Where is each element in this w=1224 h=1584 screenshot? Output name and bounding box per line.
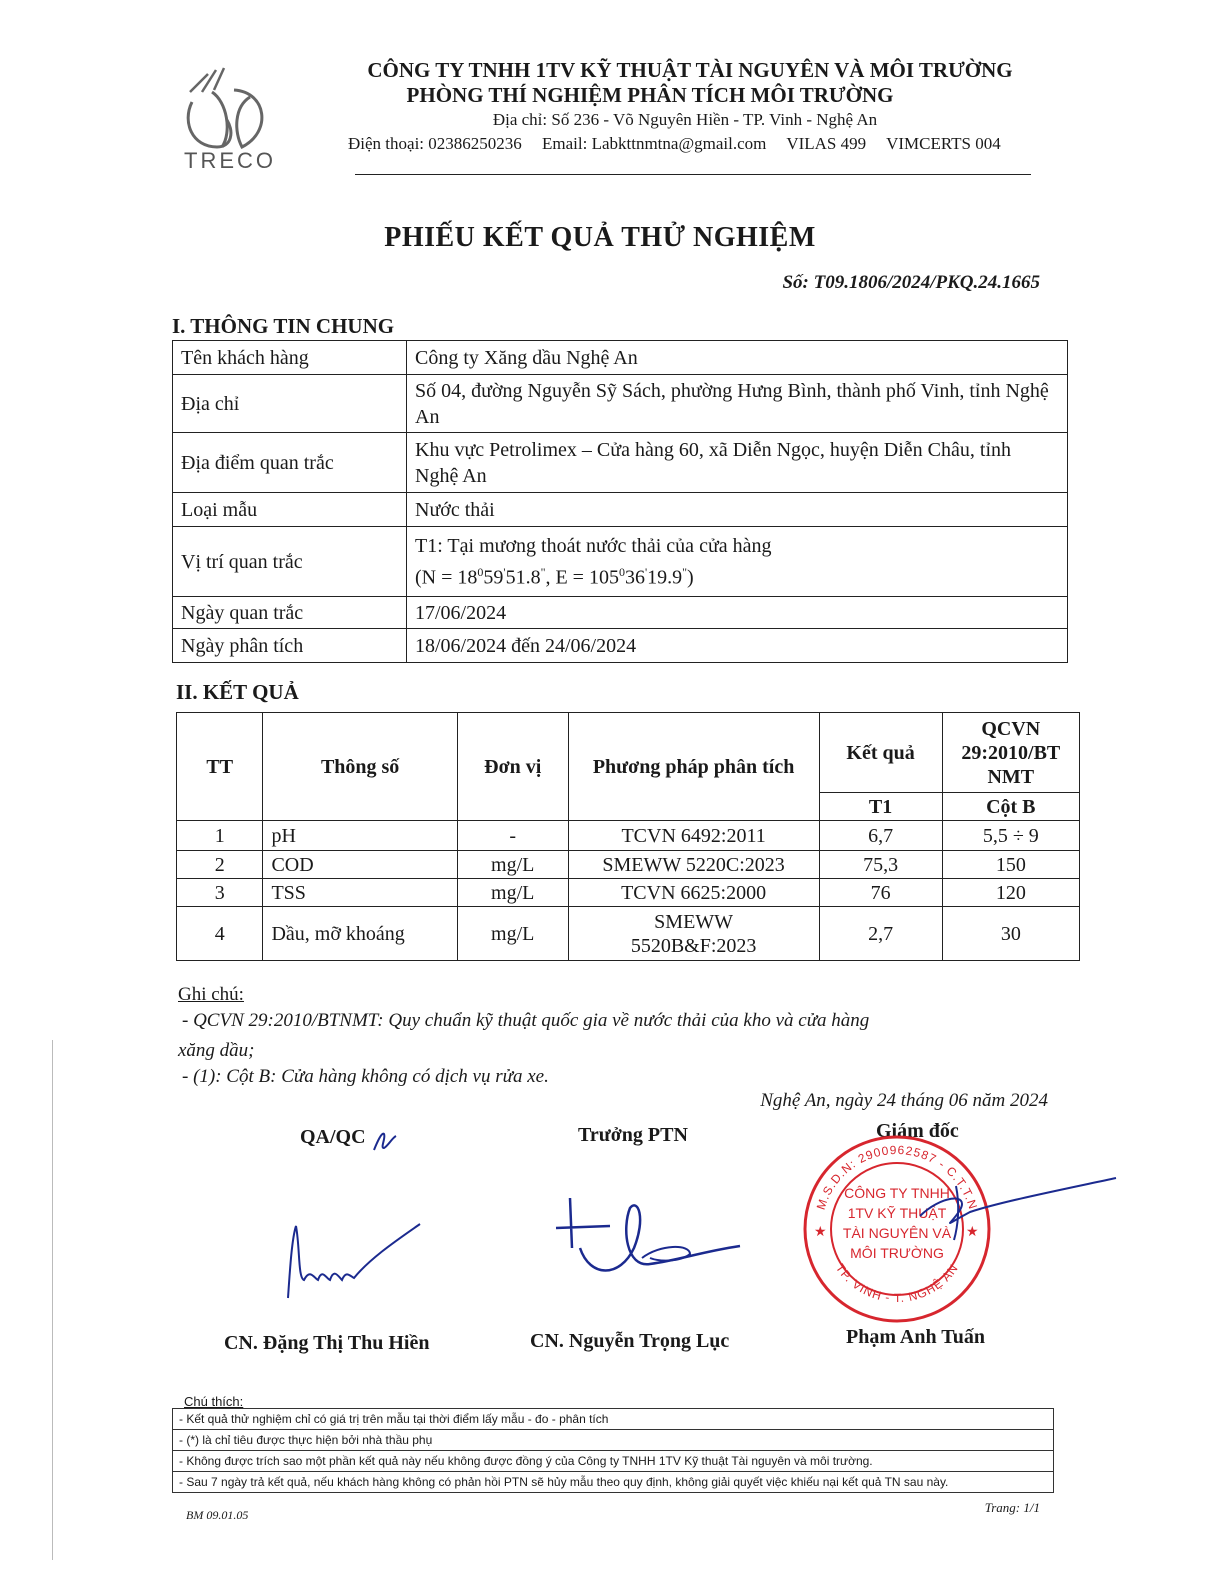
table-row bbox=[173, 527, 1068, 597]
company-name: CÔNG TY TNHH 1TV KỸ THUẬT TÀI NGUYÊN VÀ MÔI TRƯỜNG bbox=[367, 58, 1013, 82]
table-row bbox=[173, 375, 1068, 433]
qa-signature bbox=[270, 1218, 430, 1308]
cell-result: 2,7 bbox=[819, 907, 942, 961]
info-value: Công ty Xăng dầu Nghệ An bbox=[407, 341, 1068, 375]
cell-method: TCVN 6492:2011 bbox=[568, 821, 819, 851]
footnote-heading: Chú thích: bbox=[184, 1394, 244, 1409]
table-row bbox=[177, 879, 1080, 907]
table-row bbox=[177, 851, 1080, 879]
cell-param: pH bbox=[263, 821, 457, 851]
cell-method: TCVN 6625:2000 bbox=[568, 879, 819, 907]
col-standard-cot-b: Cột B bbox=[942, 793, 1079, 821]
stamp-ring-top: M.S.D.N: 2900962587 - C.T.T.N bbox=[813, 1142, 981, 1212]
cell-tt: 3 bbox=[177, 879, 263, 907]
cell-param: Dầu, mỡ khoáng bbox=[263, 907, 457, 961]
cell-unit: mg/L bbox=[457, 907, 568, 961]
section-general-info-heading: I. THÔNG TIN CHUNG bbox=[172, 314, 395, 338]
cell-param: COD bbox=[263, 851, 457, 879]
stamp-line-1: CÔNG TY TNHH bbox=[844, 1185, 950, 1201]
col-result: Kết quả bbox=[819, 713, 942, 793]
table-row bbox=[173, 597, 1068, 629]
place-and-date: Nghệ An, ngày 24 tháng 06 năm 2024 bbox=[760, 1090, 1048, 1111]
info-value: Khu vực Petrolimex – Cửa hàng 60, xã Diễn Ngọc, huyện Diễn Châu, tỉnh Nghệ An bbox=[407, 433, 1068, 493]
header-divider bbox=[355, 174, 1031, 175]
star-icon: ★ bbox=[966, 1225, 979, 1240]
info-key: Ngày phân tích bbox=[173, 629, 407, 663]
footnote-row: - (*) là chỉ tiêu được thực hiện bởi nhà thầu phụ bbox=[173, 1430, 1054, 1451]
phone: Điện thoại: 02386250236 bbox=[348, 134, 522, 153]
cell-limit: 5,5 ÷ 9 bbox=[942, 821, 1079, 851]
col-method: Phương pháp phân tích bbox=[568, 713, 819, 821]
company-address: Địa chỉ: Số 236 - Võ Nguyên Hiền - TP. Vinh - Nghệ An bbox=[492, 110, 878, 129]
form-code: BM 09.01.05 bbox=[186, 1508, 249, 1522]
col-param: Thông số bbox=[263, 713, 457, 821]
cell-limit: 120 bbox=[942, 879, 1079, 907]
location-text: T1: Tại mương thoát nước thải của cửa hàng bbox=[415, 534, 772, 557]
cell-result: 75,3 bbox=[819, 851, 942, 879]
page-number: Trang: 1/1 bbox=[984, 1500, 1040, 1515]
qa-qc-title: QA/QC bbox=[300, 1126, 366, 1148]
table-row bbox=[173, 433, 1068, 493]
stamp-line-4: MÔI TRƯỜNG bbox=[850, 1245, 944, 1261]
qa-name: CN. Đặng Thị Thu Hiền bbox=[224, 1332, 430, 1354]
col-tt: TT bbox=[177, 713, 263, 821]
note-line-1: - QCVN 29:2010/BTNMT: Quy chuẩn kỹ thuật quốc gia về nước thải của kho và cửa hàng bbox=[182, 1010, 870, 1031]
lab-head-signature bbox=[550, 1188, 760, 1288]
cell-method: SMEWW 5220C:2023 bbox=[568, 851, 819, 879]
table-row bbox=[177, 907, 1080, 961]
info-key: Loại mẫu bbox=[173, 493, 407, 527]
table-row bbox=[173, 629, 1068, 663]
gps-coordinates: ($N = 18^059'51.8^"$, $E = 105^036'19.9^"$) bbox=[415, 564, 694, 589]
lab-head-title: Trưởng PTN bbox=[578, 1124, 688, 1146]
footnote-row: - Không được trích sao một phần kết quả này nếu không được đồng ý của Công ty TNHH 1TV Kỹ thuật Tài nguyên và môi trường. bbox=[173, 1451, 1054, 1472]
cell-param: TSS bbox=[263, 879, 457, 907]
results-table bbox=[176, 712, 1080, 961]
cell-result: 76 bbox=[819, 879, 942, 907]
table-row bbox=[173, 341, 1068, 375]
document-number: Số: T09.1806/2024/PKQ.24.1665 bbox=[782, 272, 1040, 293]
svg-text:TP. VINH - T. NGHỆ AN bbox=[833, 1261, 961, 1305]
footnote-row: - Kết quả thử nghiệm chỉ có giá trị trên mẫu tại thời điểm lấy mẫu - đo - phân tích bbox=[173, 1409, 1054, 1430]
cell-result: 6,7 bbox=[819, 821, 942, 851]
info-key: Ngày quan trắc bbox=[173, 597, 407, 629]
cell-method: SMEWW 5520B&F:2023 bbox=[568, 907, 819, 961]
note-line-2: - (1): Cột B: Cửa hàng không có dịch vụ rửa xe. bbox=[182, 1066, 549, 1087]
initial-signature bbox=[370, 1128, 400, 1154]
info-value: 18/06/2024 đến 24/06/2024 bbox=[407, 629, 1068, 663]
info-value-location bbox=[407, 527, 1068, 597]
info-key: Tên khách hàng bbox=[173, 341, 407, 375]
info-value: Số 04, đường Nguyễn Sỹ Sách, phường Hưng Bình, thành phố Vinh, tỉnh Nghệ An bbox=[407, 375, 1068, 433]
stamp-ring-bottom: TP. VINH - T. NGHỆ AN bbox=[832, 1261, 962, 1306]
table-row bbox=[177, 821, 1080, 851]
scan-edge-line bbox=[52, 1040, 53, 1560]
cell-unit: mg/L bbox=[457, 851, 568, 879]
cell-tt: 1 bbox=[177, 821, 263, 851]
page-title: PHIẾU KẾT QUẢ THỬ NGHIỆM bbox=[384, 222, 816, 253]
vilas: VILAS 499 bbox=[786, 134, 867, 153]
col-standard: QCVN 29:2010/BT NMT bbox=[942, 713, 1079, 793]
info-value: 17/06/2024 bbox=[407, 597, 1068, 629]
lab-name: PHÒNG THÍ NGHIỆM PHÂN TÍCH MÔI TRƯỜNG bbox=[406, 83, 894, 107]
stamp-line-3: TÀI NGUYÊN VÀ bbox=[842, 1225, 952, 1241]
note-line-1b: xăng dầu; bbox=[178, 1040, 255, 1061]
col-result-t1: T1 bbox=[819, 793, 942, 821]
footnote-row: - Sau 7 ngày trả kết quả, nếu khách hàng không có phản hồi PTN sẽ hủy mẫu theo quy định, không giải quyết việc khiếu nại kết quả TN sau này. bbox=[173, 1472, 1054, 1493]
star-icon: ★ bbox=[814, 1225, 827, 1240]
col-unit: Đơn vị bbox=[457, 713, 568, 821]
stamp-line-2: 1TV KỸ THUẬT bbox=[847, 1205, 947, 1221]
table-row bbox=[173, 493, 1068, 527]
cell-tt: 4 bbox=[177, 907, 263, 961]
lab-head-name: CN. Nguyễn Trọng Lục bbox=[530, 1330, 730, 1352]
general-info-table bbox=[172, 340, 1068, 663]
logo-wordmark: TRECO bbox=[184, 148, 276, 173]
contact-line bbox=[348, 134, 1048, 154]
info-key: Địa điểm quan trắc bbox=[173, 433, 407, 493]
cell-unit: - bbox=[457, 821, 568, 851]
info-value: Nước thải bbox=[407, 493, 1068, 527]
vimcerts: VIMCERTS 004 bbox=[886, 134, 1001, 153]
section-results-heading: II. KẾT QUẢ bbox=[176, 680, 299, 704]
notes-heading: Ghi chú: bbox=[178, 984, 244, 1005]
cell-limit: 30 bbox=[942, 907, 1079, 961]
director-name: Phạm Anh Tuấn bbox=[846, 1326, 985, 1348]
cell-tt: 2 bbox=[177, 851, 263, 879]
table-header-row bbox=[177, 713, 1080, 793]
info-key: Vị trí quan trắc bbox=[173, 527, 407, 597]
director-signature bbox=[900, 1176, 1122, 1246]
footnote-box bbox=[172, 1408, 1054, 1493]
info-key: Địa chỉ bbox=[173, 375, 407, 433]
cell-limit: 150 bbox=[942, 851, 1079, 879]
email: Email: Labkttnmtna@gmail.com bbox=[542, 134, 767, 153]
cell-unit: mg/L bbox=[457, 879, 568, 907]
director-title: Giám đốc bbox=[876, 1120, 959, 1142]
